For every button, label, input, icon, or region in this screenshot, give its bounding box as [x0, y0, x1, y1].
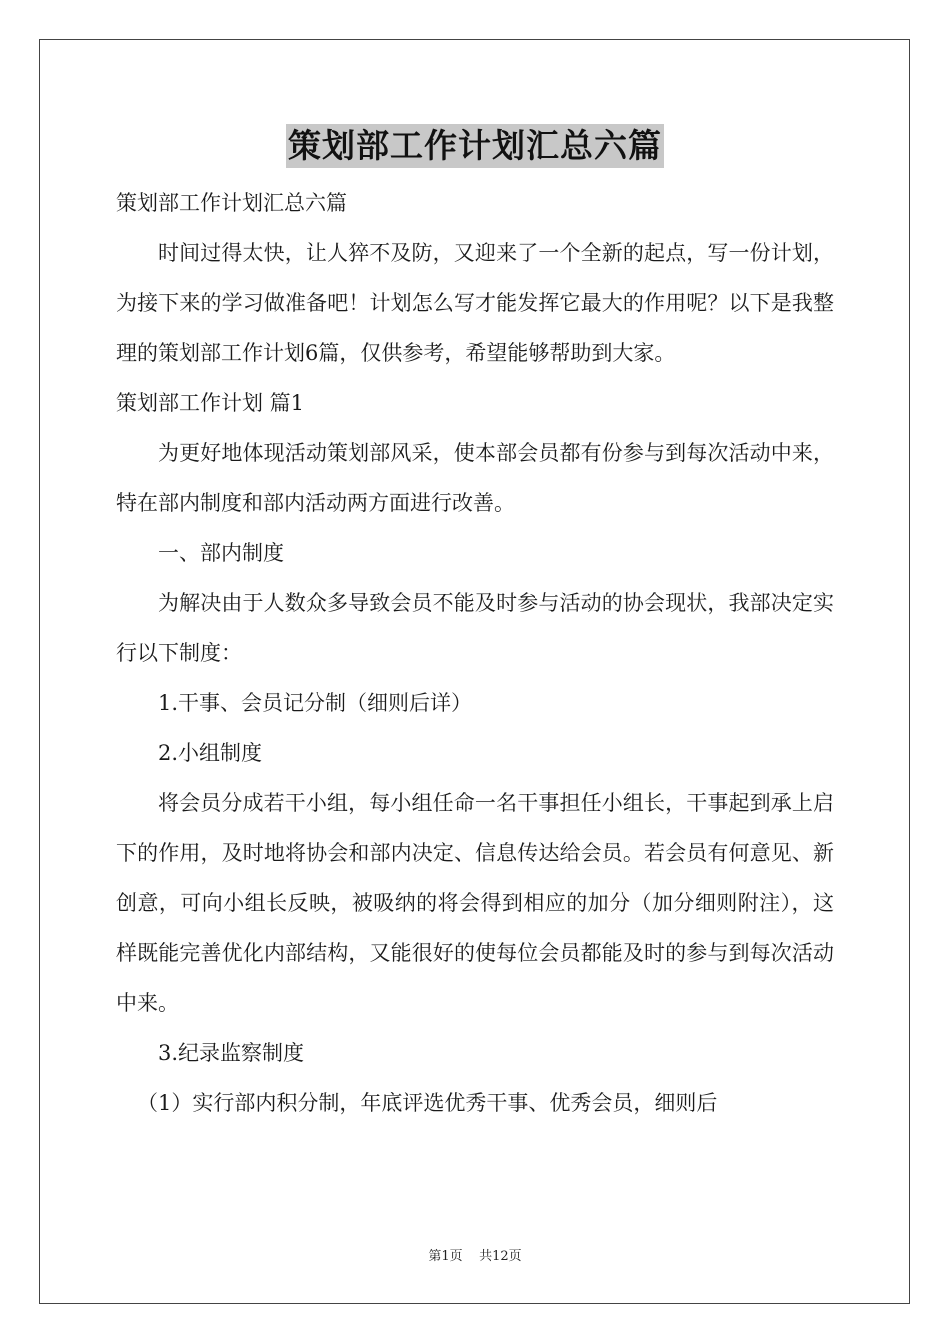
paragraph: 为解决由于人数众多导致会员不能及时参与活动的协会现状，我部决定实行以下制度：: [116, 591, 834, 665]
document-body: [116, 178, 834, 1128]
list-item: 3.纪录监察制度: [158, 1041, 305, 1065]
document-title: 策划部工作计划汇总六篇: [286, 124, 664, 168]
page-number: 第1页: [428, 1249, 463, 1264]
title-container: [0, 124, 950, 168]
list-item: （1）实行部内积分制，年底评选优秀干事、优秀会员，细则后: [137, 1091, 718, 1115]
subsection-heading: 一、部内制度: [158, 541, 284, 565]
paragraph: 时间过得太快，让人猝不及防，又迎来了一个全新的起点，写一份计划，为接下来的学习做准备吧！计划怎么写才能发挥它最大的作用呢？以下是我整理的策划部工作计划6篇，仅供参考，希望能够帮助到大家。: [116, 241, 834, 365]
page-footer: [0, 1245, 950, 1264]
paragraph: 将会员分成若干小组，每小组任命一名干事担任小组长，干事起到承上启下的作用，及时地将协会和部内决定、信息传达给会员。若会员有何意见、新创意，可向小组长反映，被吸纳的将会得到相应的加分（加分细则附注），这样既能完善优化内部结构，又能很好的使每位会员都能及时的参与到每次活动中来。: [116, 791, 834, 1015]
section-heading: 策划部工作计划 篇1: [116, 391, 305, 415]
page-total: 共12页: [479, 1249, 522, 1264]
list-item: 1.干事、会员记分制（细则后详）: [158, 691, 473, 715]
paragraph: 为更好地体现活动策划部风采，使本部会员都有份参与到每次活动中来，特在部内制度和部内活动两方面进行改善。: [116, 441, 834, 515]
list-item: 2.小组制度: [158, 741, 263, 765]
paragraph: 策划部工作计划汇总六篇: [116, 191, 347, 215]
